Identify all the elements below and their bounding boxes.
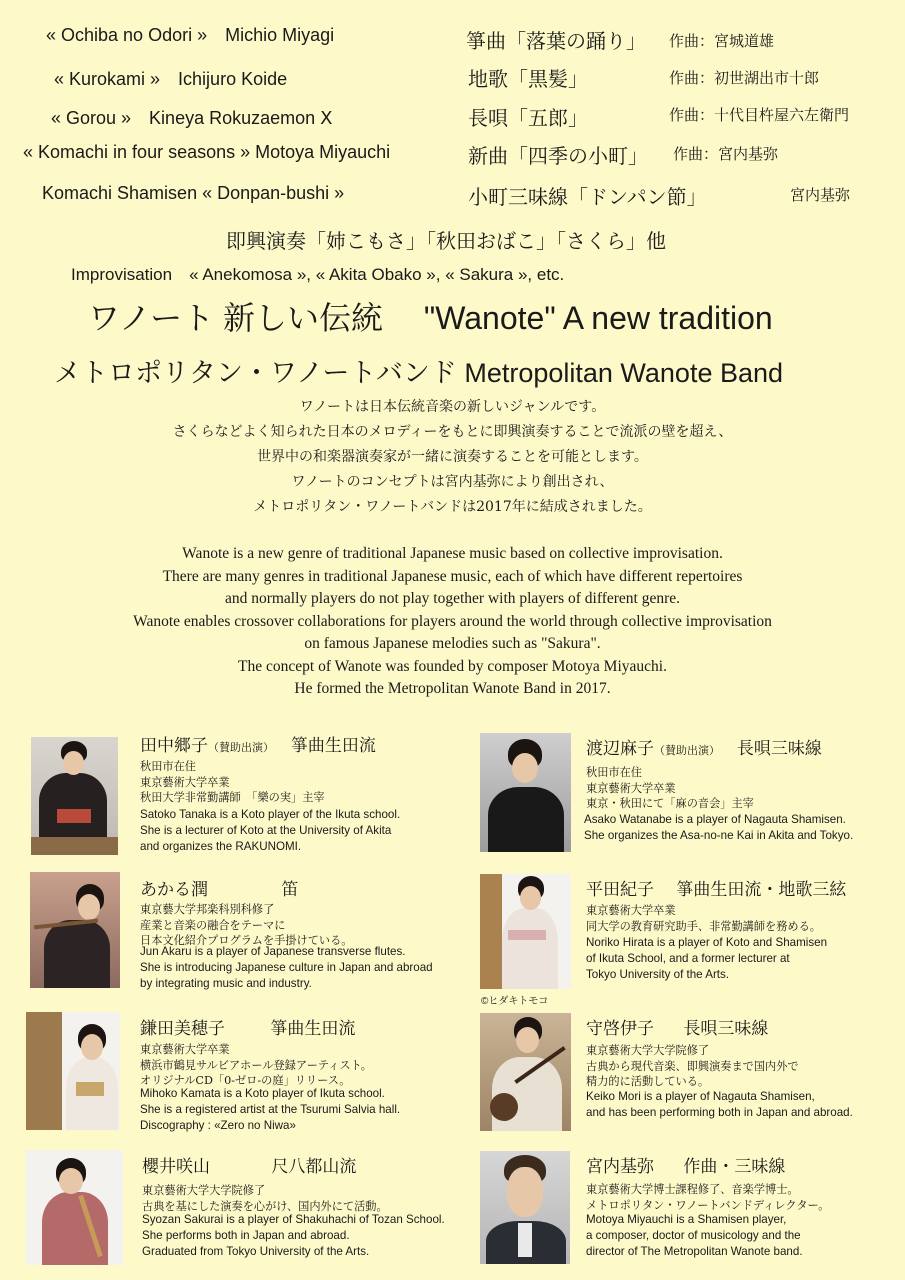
- jp-line-2: 世界中の和楽器演奏家が一緒に演奏することを可能とします。: [257, 449, 648, 465]
- bio-line: 東京藝大学邦楽科別科修了: [140, 903, 275, 916]
- performer-hirata-bio-en: [586, 935, 827, 982]
- performer-sakurai-name-row: [142, 1152, 356, 1177]
- bio-line: 古典から現代音楽、即興演奏まで国内外で: [586, 1059, 799, 1073]
- bio-line: 東京藝術大学卒業: [140, 775, 230, 789]
- bio-line: Jun Akaru is a player of Japanese transverse flutes.: [140, 945, 406, 958]
- performer-sakurai-bio-jp: [142, 1183, 388, 1214]
- bio-line: Keiko Mori is a player of Nagauta Shamisen,: [586, 1090, 815, 1103]
- bio-line: She performs both in Japan and abroad.: [142, 1228, 350, 1242]
- jp-line-1: さくらなどよく知られた日本のメロディーをもとに即興演奏することで流派の壁を超え、: [172, 424, 733, 440]
- bio-line: メトロポリタン・ワノートバンドディレクター。: [586, 1198, 830, 1212]
- performer-hirata-role: 箏曲生田流・地歌三絃: [676, 880, 847, 900]
- en-description: [0, 543, 905, 701]
- bio-line: 秋田市在住: [140, 760, 196, 773]
- performer-mori-role: 長唄三味線: [683, 1019, 769, 1039]
- performer-mori-bio-jp: [586, 1043, 799, 1090]
- bio-line: 東京藝術大学博士課程修了、音楽学博士。: [586, 1183, 799, 1196]
- program-0-jp: 箏曲「落葉の踊り」: [466, 29, 646, 53]
- en-line-4: on famous Japanese melodies such as "Sakura".: [304, 635, 601, 652]
- bio-line: Tokyo University of the Arts.: [586, 967, 730, 981]
- performer-kamata-name-row: [140, 1014, 355, 1039]
- bio-line: 東京藝術大学大学院修了: [586, 1044, 710, 1057]
- program-3-en: « Komachi in four seasons » Motoya Miyauchi: [23, 142, 391, 162]
- performer-watanabe-bio-jp: [586, 765, 754, 812]
- program-3-credit: 作曲：宮内基弥: [673, 145, 779, 163]
- performer-kamata-role: 箏曲生田流: [270, 1019, 356, 1039]
- performer-hirata-name: 平田紀子: [586, 880, 654, 900]
- program-0-credit: 作曲：宮城道雄: [669, 32, 775, 50]
- jp-line-3: ワノートのコンセプトは宮内基弥により創出され、: [291, 474, 614, 490]
- program-1-jp: 地歌「黒髪」: [468, 67, 588, 91]
- photo-kamata: [26, 1012, 120, 1130]
- program-0-en: « Ochiba no Odori » Michio Miyagi: [46, 25, 335, 45]
- bio-line: and has been performing both in Japan and abroad.: [586, 1105, 853, 1119]
- program-1-en: « Kurokami » Ichijuro Koide: [54, 69, 288, 89]
- bio-line: 同大学の教育研究助手、非常勤講師を務める。: [586, 919, 821, 933]
- performer-sakurai-bio-en: [142, 1212, 445, 1259]
- performer-watanabe-bio-en: [584, 812, 853, 844]
- en-line-3: Wanote enables crossover collaborations for players around the world through collective improvisation: [133, 612, 772, 630]
- performer-akaru-role: 笛: [281, 880, 299, 900]
- bio-line: She is a registered artist at the Tsurumi Salvia hall.: [140, 1102, 401, 1116]
- performer-watanabe-name: 渡辺麻子: [586, 739, 654, 759]
- performer-miyauchi-name-row: [586, 1152, 785, 1177]
- en-line-2: and normally players do not play together with players of different genre.: [224, 590, 681, 607]
- en-line-5: The concept of Wanote was founded by composer Motoya Miyauchi.: [238, 657, 667, 675]
- bio-line: 東京藝術大学卒業: [586, 904, 676, 917]
- bio-line: 秋田市在住: [586, 766, 642, 779]
- performer-miyauchi-name: 宮内基弥: [586, 1157, 654, 1177]
- program-2-en: « Gorou » Kineya Rokuzaemon Ⅹ: [51, 108, 333, 128]
- jp-line-4: メトロポリタン・ワノートバンドは2017年に結成されました。: [253, 499, 652, 515]
- bio-line: She organizes the Asa-no-ne Kai in Akita and Tokyo.: [584, 828, 854, 842]
- bio-line: Asako Watanabe is a player of Nagauta Shamisen.: [584, 813, 846, 826]
- bio-line: 東京藝術大学卒業: [586, 781, 676, 795]
- performer-akaru-name: あかる潤: [140, 880, 208, 900]
- bio-line: She is introducing Japanese culture in Japan and abroad: [140, 960, 433, 974]
- performer-tanaka-note: （賛助出演）: [208, 741, 269, 754]
- bio-line: 東京藝術大学卒業: [140, 1043, 230, 1056]
- performer-mori-name: 守啓伊子: [586, 1019, 654, 1039]
- performer-watanabe-role: 長唄三味線: [736, 739, 822, 759]
- program-4-en: Komachi Shamisen « Donpan-bushi »: [42, 183, 345, 203]
- bio-line: Discography : «Zero no Niwa»: [140, 1118, 296, 1132]
- improvisation-jp: 即興演奏「姉こもさ」「秋田おばこ」「さくら」他: [226, 229, 666, 253]
- performer-tanaka-name: 田中郷子: [140, 736, 208, 756]
- photo-watanabe: [480, 733, 571, 852]
- photo-tanaka: [31, 737, 118, 855]
- title-new-tradition: ワノート 新しい伝統 "Wanote" A new tradition: [88, 300, 773, 336]
- program-4-jp: 小町三味線「ドンパン節」: [468, 185, 707, 209]
- performer-kamata-name: 鎌田美穂子: [140, 1019, 225, 1039]
- bio-line: Mihoko Kamata is a Koto player of Ikuta school.: [140, 1087, 385, 1100]
- performer-akaru-bio-en: [140, 944, 433, 991]
- bio-line: a composer, doctor of musicology and the: [586, 1228, 801, 1242]
- photo-hirata: [480, 874, 571, 989]
- performer-tanaka-role: 箏曲生田流: [290, 736, 376, 756]
- bio-line: of Ikuta School, and a former lecturer at: [586, 951, 790, 965]
- bio-line: Graduated from Tokyo University of the Arts.: [142, 1244, 370, 1258]
- photo-mori: [480, 1013, 571, 1131]
- program-4-credit: 宮内基弥: [790, 186, 851, 204]
- performer-miyauchi-bio-jp: [586, 1182, 829, 1213]
- bio-line: 古典を基にした演奏を心がけ、国内外にて活動。: [142, 1199, 388, 1213]
- en-line-0: Wanote is a new genre of traditional Japanese music based on collective improvisation.: [182, 545, 723, 562]
- photo-sakurai: [26, 1150, 123, 1265]
- performer-miyauchi-role: 作曲・三味線: [683, 1157, 786, 1177]
- bio-line: 産業と音楽の融合をテーマに: [140, 918, 286, 932]
- program-1-credit: 作曲：初世湖出市十郎: [669, 69, 820, 87]
- performer-kamata-bio-jp: [140, 1042, 372, 1089]
- performer-tanaka-name-row: [140, 731, 376, 756]
- bio-line: Satoko Tanaka is a Koto player of the Ikuta school.: [140, 808, 401, 821]
- performer-tanaka-bio-jp: [140, 759, 325, 806]
- bio-line: 東京藝術大学大学院修了: [142, 1184, 266, 1197]
- program-2-credit: 作曲：十代目杵屋六左衛門: [669, 106, 850, 124]
- bio-line: director of The Metropolitan Wanote band.: [586, 1244, 803, 1258]
- performer-mori-name-row: [586, 1014, 768, 1039]
- bio-line: 東京・秋田にて「麻の音会」主宰: [586, 797, 754, 810]
- performer-watanabe-name-row: [586, 734, 822, 759]
- performer-kamata-bio-en: [140, 1086, 400, 1133]
- performer-akaru-bio-jp: [140, 902, 352, 949]
- en-line-6: He formed the Metropolitan Wanote Band in 2017.: [294, 680, 611, 697]
- jp-description: [0, 395, 905, 520]
- photo-credit-hirata: ©ヒダキトモコ: [481, 996, 549, 1007]
- photo-miyauchi: [480, 1151, 570, 1264]
- performer-sakurai-role: 尺八都山流: [271, 1157, 357, 1177]
- performer-mori-bio-en: [586, 1089, 853, 1121]
- bio-line: and organizes the RAKUNOMI.: [140, 839, 302, 853]
- photo-akaru: [30, 872, 120, 988]
- bio-line: オリジナルCD「0-ゼロ-の庭」リリース。: [140, 1074, 351, 1087]
- program-3-jp: 新曲「四季の小町」: [468, 144, 648, 168]
- improvisation-en: Improvisation « Anekomosa », « Akita Obako », « Sakura », etc.: [71, 265, 565, 284]
- bio-line: Motoya Miyauchi is a Shamisen player,: [586, 1213, 787, 1226]
- performer-hirata-name-row: [586, 875, 846, 900]
- bio-line: Noriko Hirata is a player of Koto and Shamisen: [586, 936, 828, 949]
- bio-line: 横浜市鶴見サルビアホール登録アーティスト。: [140, 1058, 372, 1072]
- program-2-jp: 長唄「五郎」: [468, 106, 588, 130]
- bio-line: She is a lecturer of Koto at the University of Akita: [140, 823, 392, 837]
- performer-watanabe-note: （賛助出演）: [654, 744, 715, 757]
- performer-miyauchi-bio-en: [586, 1212, 803, 1259]
- title-band: メトロポリタン・ワノートバンド Metropolitan Wanote Band: [54, 358, 784, 388]
- bio-line: Syozan Sakurai is a player of Shakuhachi of Tozan School.: [142, 1213, 445, 1226]
- performer-sakurai-name: 櫻井咲山: [142, 1157, 210, 1177]
- bio-line: 精力的に活動している。: [586, 1075, 710, 1088]
- en-line-1: There are many genres in traditional Japanese music, each of which have different repertoires: [162, 567, 743, 585]
- bio-line: by integrating music and industry.: [140, 976, 312, 990]
- jp-line-0: ワノートは日本伝統音楽の新しいジャンルです。: [299, 399, 606, 415]
- bio-line: 日本文化紹介プログラムを手掛けている。: [140, 934, 353, 947]
- performer-akaru-name-row: [140, 875, 298, 900]
- performer-hirata-bio-jp: [586, 903, 821, 934]
- performer-tanaka-bio-en: [140, 807, 400, 854]
- bio-line: 秋田大学非常勤講師 「樂の実」主宰: [140, 791, 325, 804]
